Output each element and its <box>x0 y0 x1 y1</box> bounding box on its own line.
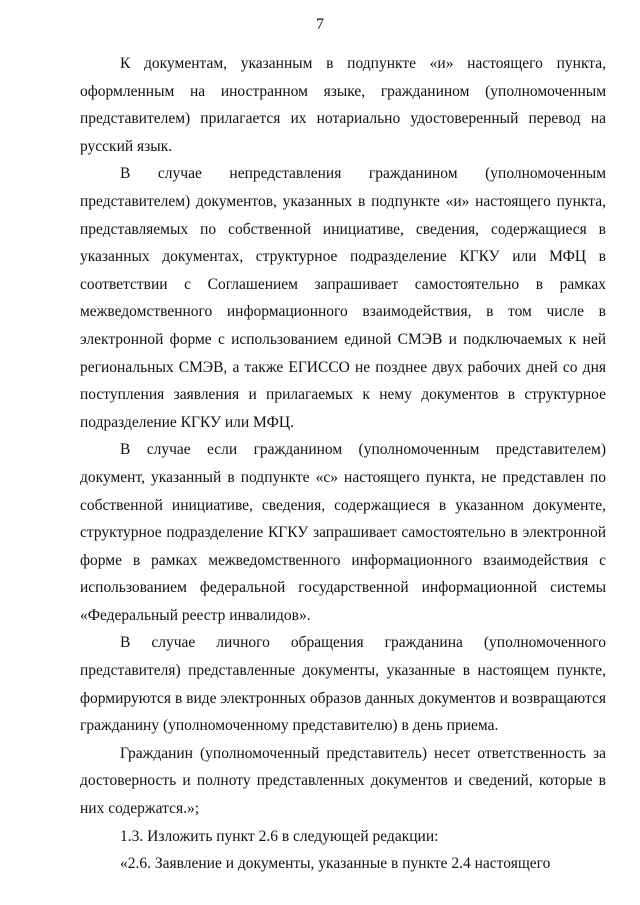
paragraph-clause-2-6: «2.6. Заявление и документы, указанные в пункте 2.4 настоящего <box>120 855 551 873</box>
paragraph-non-submission: В случае непредставления гражданином (уполномоченным представителем) документов, указанных в подпункте «и» настоящего пункта, представляемых по собственной инициативе, сведения, содержащиеся в указанных документах, структурное подразделение КГКУ или МФЦ в соответствии с Соглашением запрашивает самостоятельно в рамках межведомственного информационного взаимодействия, в том числе в электронной форме с использованием единой СМЭВ и подключаемых к ней региональных СМЭВ, а также ЕГИССО не позднее двух рабочих дней со дня поступления заявления и прилагаемых к нему документов в структурное подразделение КГКУ или МФЦ. <box>80 165 606 431</box>
paragraph-responsibility: Гражданин (уполномоченный представитель) несет ответственность за достоверность и полноту представленных документов и сведений, которые в них содержатся.»; <box>80 744 606 818</box>
paragraph-amendment: 1.3. Изложить пункт 2.6 в следующей редакции: <box>120 827 439 845</box>
paragraph-personal-visit: В случае личного обращения гражданина (уполномоченного представителя) представленные документы, указанные в настоящем пункте, формируются в виде электронных образов данных документов и возвращаются гражданину (уполномоченному представителю) в день приема. <box>80 634 606 735</box>
paragraph-foreign-language-docs: К документам, указанным в подпункте «и» настоящего пункта, оформленным на иностранном языке, гражданином (уполномоченным представителем) прилагается их нотариально удостоверенный перевод на русский язык. <box>80 55 606 155</box>
page-number: 7 <box>316 16 324 33</box>
paragraph-disability-registry: В случае если гражданином (уполномоченным представителем) документ, указанный в подпункте «с» настоящего пункта, не представлен по собственной инициативе, сведения, содержащиеся в указанном документе, структурное подразделение КГКУ запрашивает самостоятельно в электронной форме в рамках межведомственного информационного взаимодействия с использованием федеральной государственной информационной системы «Федеральный реестр инвалидов». <box>80 441 606 624</box>
document-body <box>80 50 606 878</box>
